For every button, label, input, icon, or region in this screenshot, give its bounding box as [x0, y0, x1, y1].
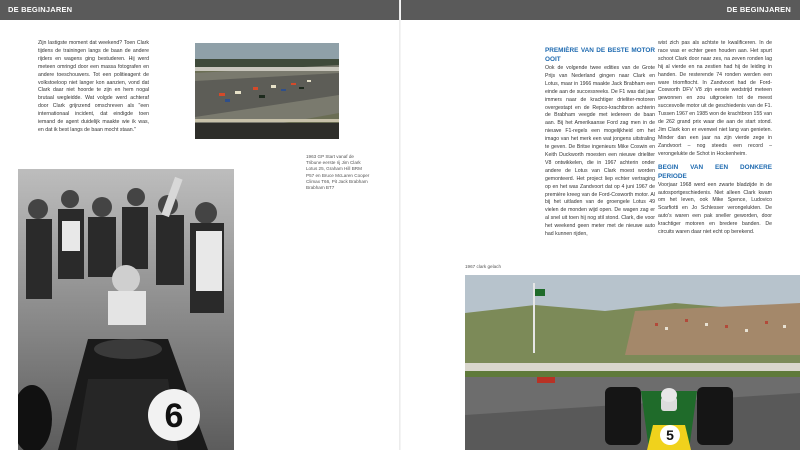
lotus-photo-caption	[465, 264, 545, 270]
right-column-2	[658, 40, 772, 237]
page-gutter	[399, 0, 401, 450]
left-intro-text	[38, 40, 149, 135]
lotus-49-car	[605, 387, 733, 450]
running-header-left: DE BEGINJAREN	[0, 0, 400, 20]
right-column-1	[545, 46, 655, 239]
running-header-right: DE BEGINJAREN	[400, 0, 800, 20]
section1-continuation: wist zich pas als achtste te kwalificeren. In de race was er echter geen houden aan. Het spurt schoot Clark door naar zes, na zeven ronden lag hij al vierde en na zestien had hij de leiding in handen. De resterende 74 ronden werden een ware triomftocht. In Zandvoort had de Ford-Cosworth DFV V8 zijn eerste wedstrijd meteen gewonnen en zou uitgroeien tot de meest succesvolle motor uit de geschiedenis van de F1. Tussen 1967 en 1985 won de krachtbron 155 van de 262 grand prix waar die aan de start stond. Jim Clark kon er evenwel niet lang van genieten. Minder dan een jaar na zijn vierde zege in Zandvoort – nog steeds een record – verongelukte de Schot in Hockenheim.	[658, 40, 773, 157]
section1-body: Ook de volgende twee edities van de Grote Prijs van Nederland gingen naar Clark en Lotus, maar in 1966 maakte Jack Brabham een einde aan de successreeks. De F1 was dat jaar immers naar de krachtiger drieliter-motoren overgestapt en de Repco-krachtbron achterin de Brabham veegde met iedereen de baan aan. Bij het Amerikaanse Ford zag men in de nieuwe F1-regels een mogelijkheid om het imago van het merk een wat jongens uitstraling te geven. De Britse ingenieurs Mike Coswin en Keith Duckworth moesten een nieuwe drieliter V8 ontwikkelen, die in 1967 achterin onder andere de Lotus van Clark moest worden gemonteerd. Het project liep echter vertraging op en het was Zandvoort dat op 4 juni 1967 de première kreeg van de Ford-Cosworth motor. Al bij het uitladen van de groengele Lotus 49 vielen de monden wijd open. De wagen zag er al snel uit toen hij nog stil stond. Clark, die voor het weekend geen meter met de nieuwe auto had kunnen rijden,	[545, 65, 655, 238]
car-number-6: 6	[164, 397, 184, 435]
race-start-photo	[195, 43, 339, 139]
race-start-caption	[306, 154, 370, 191]
section2-body: Voorjaar 1968 werd een zwarte bladzijde in de autosportgeschiedenis. Niet alleen Clark kwam om het leven, ook Mike Spence, Ludovico Scarfiotti en Jo Schlesser verongelukten. De auto's waren een pak sneller geworden, door krachtiger motoren en bredere banden. De circuits waren daar niet echt op berekend.	[658, 181, 772, 236]
lotus-race-photo	[465, 275, 800, 450]
section-heading-motor: PREMIÈRE VAN DE BESTE MOTOR OOIT	[545, 47, 655, 63]
intro-paragraph: Zijn lastigste moment dat weekend? Toen Clark tijdens de trainingen langs de baan de andere rijders en wagens ging bestuderen. Hij werd meteen omringd door een massa fotografen en andere toeschouwers. Tot een politieagent de volkstoeloop niet langer kon aanzien, vond dat Clark daar niet hoorde te zijn en hem nogal brutaal wegleidde. Wat volgde werd achteraf door Clark grijnzend omschreven als "een internationaal incident, dat eindigde toen iemand de agent duidelijk maakte wie ik was, en dat ik best langs de baan mocht staan."	[38, 40, 149, 133]
section-heading-dark-period: BEGIN VAN EEN DONKERE PERIODE	[658, 163, 772, 180]
clark-crowd-photo	[18, 169, 234, 450]
car-number-5: 5	[666, 427, 674, 443]
lotus-photo-caption-text: 1967 clark gelach	[465, 264, 502, 269]
race-start-caption-text: 1963 GP Start vanaf de Tribune eerste rij Jim Clark Lotus 25, Graham Hill BRM P57 en Bruce McLaren Cooper Climax T66, Pit Jack Brabham Brabham BT7	[306, 154, 370, 191]
